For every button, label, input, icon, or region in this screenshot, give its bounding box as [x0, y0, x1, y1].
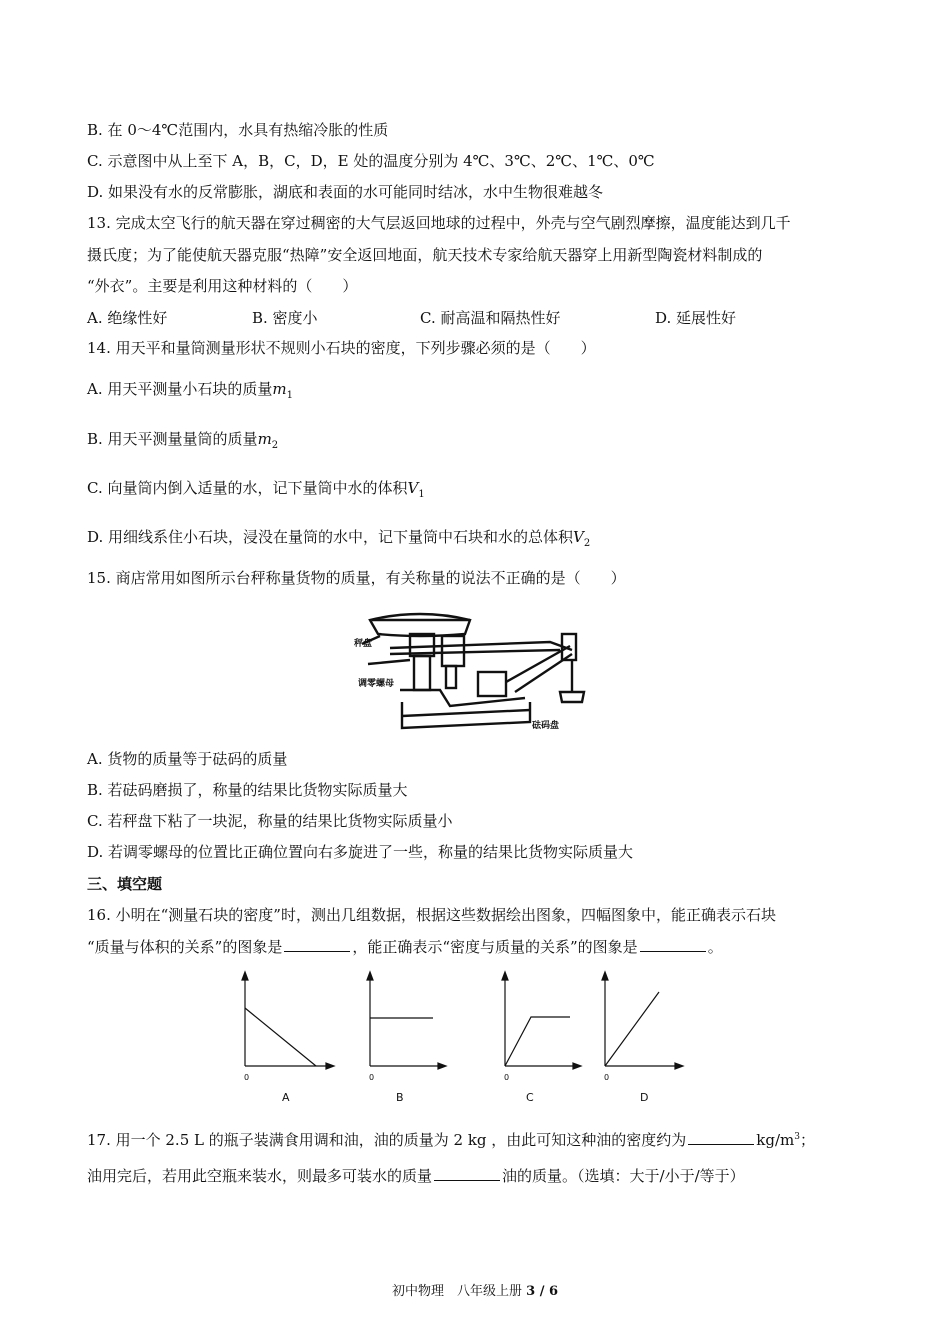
q16-stem-line1: 16. 小明在“测量石块的密度”时，测出几组数据，根据这些数据绘出图象，四幅图象中，能正确表示石块 [87, 906, 776, 924]
q13-option-c: C. 耐高温和隔热性好 [420, 309, 561, 327]
q13-stem-line2: 摄氏度；为了能使航天器克服“热障”安全返回地面，航天技术专家给航天器穿上用新型陶瓷材料制成的 [87, 246, 763, 264]
q13-stem-line3: “外衣”。主要是利用这种材料的（ ） [87, 277, 358, 295]
q16-stem-line2: “质量与体积的关系”的图象是 ，能正确表示“密度与质量的关系”的图象是 。 [87, 938, 723, 956]
graph-b [367, 972, 446, 1069]
q16-blank-2[interactable] [640, 937, 706, 952]
q12-option-d: D. 如果没有水的反常膨胀，湖底和表面的水可能同时结冰，水中生物很难越冬 [87, 183, 604, 201]
scale-label-weight: 砝码盘 [532, 721, 560, 731]
footer-page-number: 3 / 6 [526, 1284, 559, 1299]
q15-stem: 15. 商店常用如图所示台秤称量货物的质量，有关称量的说法不正确的是（ ） [87, 569, 626, 587]
page-footer [0, 1280, 950, 1299]
q17-line1: 17. 用一个 2.5 L 的瓶子装满食用调和油，油的质量为 2 kg ，由此可知这种油的密度约为 $kg/m^3$； [87, 1131, 816, 1149]
q15-option-d: D. 若调零螺母的位置比正确位置向右多旋进了一些，称量的结果比货物实际质量大 [87, 843, 634, 861]
q15-option-b: B. 若砝码磨损了，称量的结果比货物实际质量大 [87, 781, 408, 799]
q17-line2: 油用完后，若用此空瓶来装水，则最多可装水的质量 油的质量。（选填：大于/小于/等于） [87, 1167, 745, 1185]
graph-c-origin: 0 [504, 1073, 510, 1082]
graph-d [602, 972, 683, 1069]
q14-option-a: A. 用天平测量小石块的质量$m_1$ [87, 380, 293, 401]
scale-label-pan: 秤盘 [354, 639, 373, 649]
q14-option-c: C. 向量筒内倒入适量的水，记下量筒中水的体积$V_1$ [87, 479, 425, 500]
q14-option-b: B. 用天平测量量筒的质量$m_2$ [87, 430, 279, 451]
graph-b-label: B [396, 1091, 404, 1104]
graph-c-label: C [526, 1091, 534, 1104]
q14-stem: 14. 用天平和量筒测量形状不规则小石块的密度，下列步骤必须的是（ ） [87, 339, 596, 357]
q16-blank-1[interactable] [284, 937, 350, 952]
footer-text: 初中物理 八年级上册 [391, 1284, 522, 1299]
q13-option-a: A. 绝缘性好 [87, 309, 168, 327]
q13-option-b: B. 密度小 [252, 309, 318, 327]
q15-option-c: C. 若秤盘下粘了一块泥，称量的结果比货物实际质量小 [87, 812, 453, 830]
graph-d-origin: 0 [604, 1073, 610, 1082]
graph-c [502, 972, 581, 1069]
q13-option-d: D. 延展性好 [655, 309, 737, 327]
graph-a-label: A [282, 1091, 290, 1104]
q12-option-b: B. 在 0～4℃范围内，水具有热缩冷胀的性质 [87, 121, 389, 139]
graph-a [242, 972, 334, 1069]
q17-blank-1[interactable] [688, 1130, 754, 1145]
q16-graphs [230, 968, 690, 1104]
q17-blank-2[interactable] [434, 1166, 500, 1181]
q15-option-a: A. 货物的质量等于砝码的质量 [87, 750, 288, 768]
graph-b-origin: 0 [369, 1073, 375, 1082]
q13-options [87, 307, 887, 327]
graph-a-origin: 0 [244, 1073, 250, 1082]
q14-option-d: D. 用细线系住小石块，浸没在量筒的水中，记下量筒中石块和水的总体积$V_2$ [87, 528, 591, 549]
scale-label-nut: 调零螺母 [358, 679, 395, 689]
q12-option-c: C. 示意图中从上至下 A，B，C，D，E 处的温度分别为 4℃、3℃、2℃、1℃、0℃ [87, 152, 655, 170]
section-title: 三、填空题 [87, 875, 163, 893]
scale-figure [350, 606, 600, 736]
q13-stem-line1: 13. 完成太空飞行的航天器在穿过稠密的大气层返回地球的过程中，外壳与空气剧烈摩擦，温度能达到几千 [87, 214, 791, 232]
graph-d-label: D [640, 1091, 649, 1104]
